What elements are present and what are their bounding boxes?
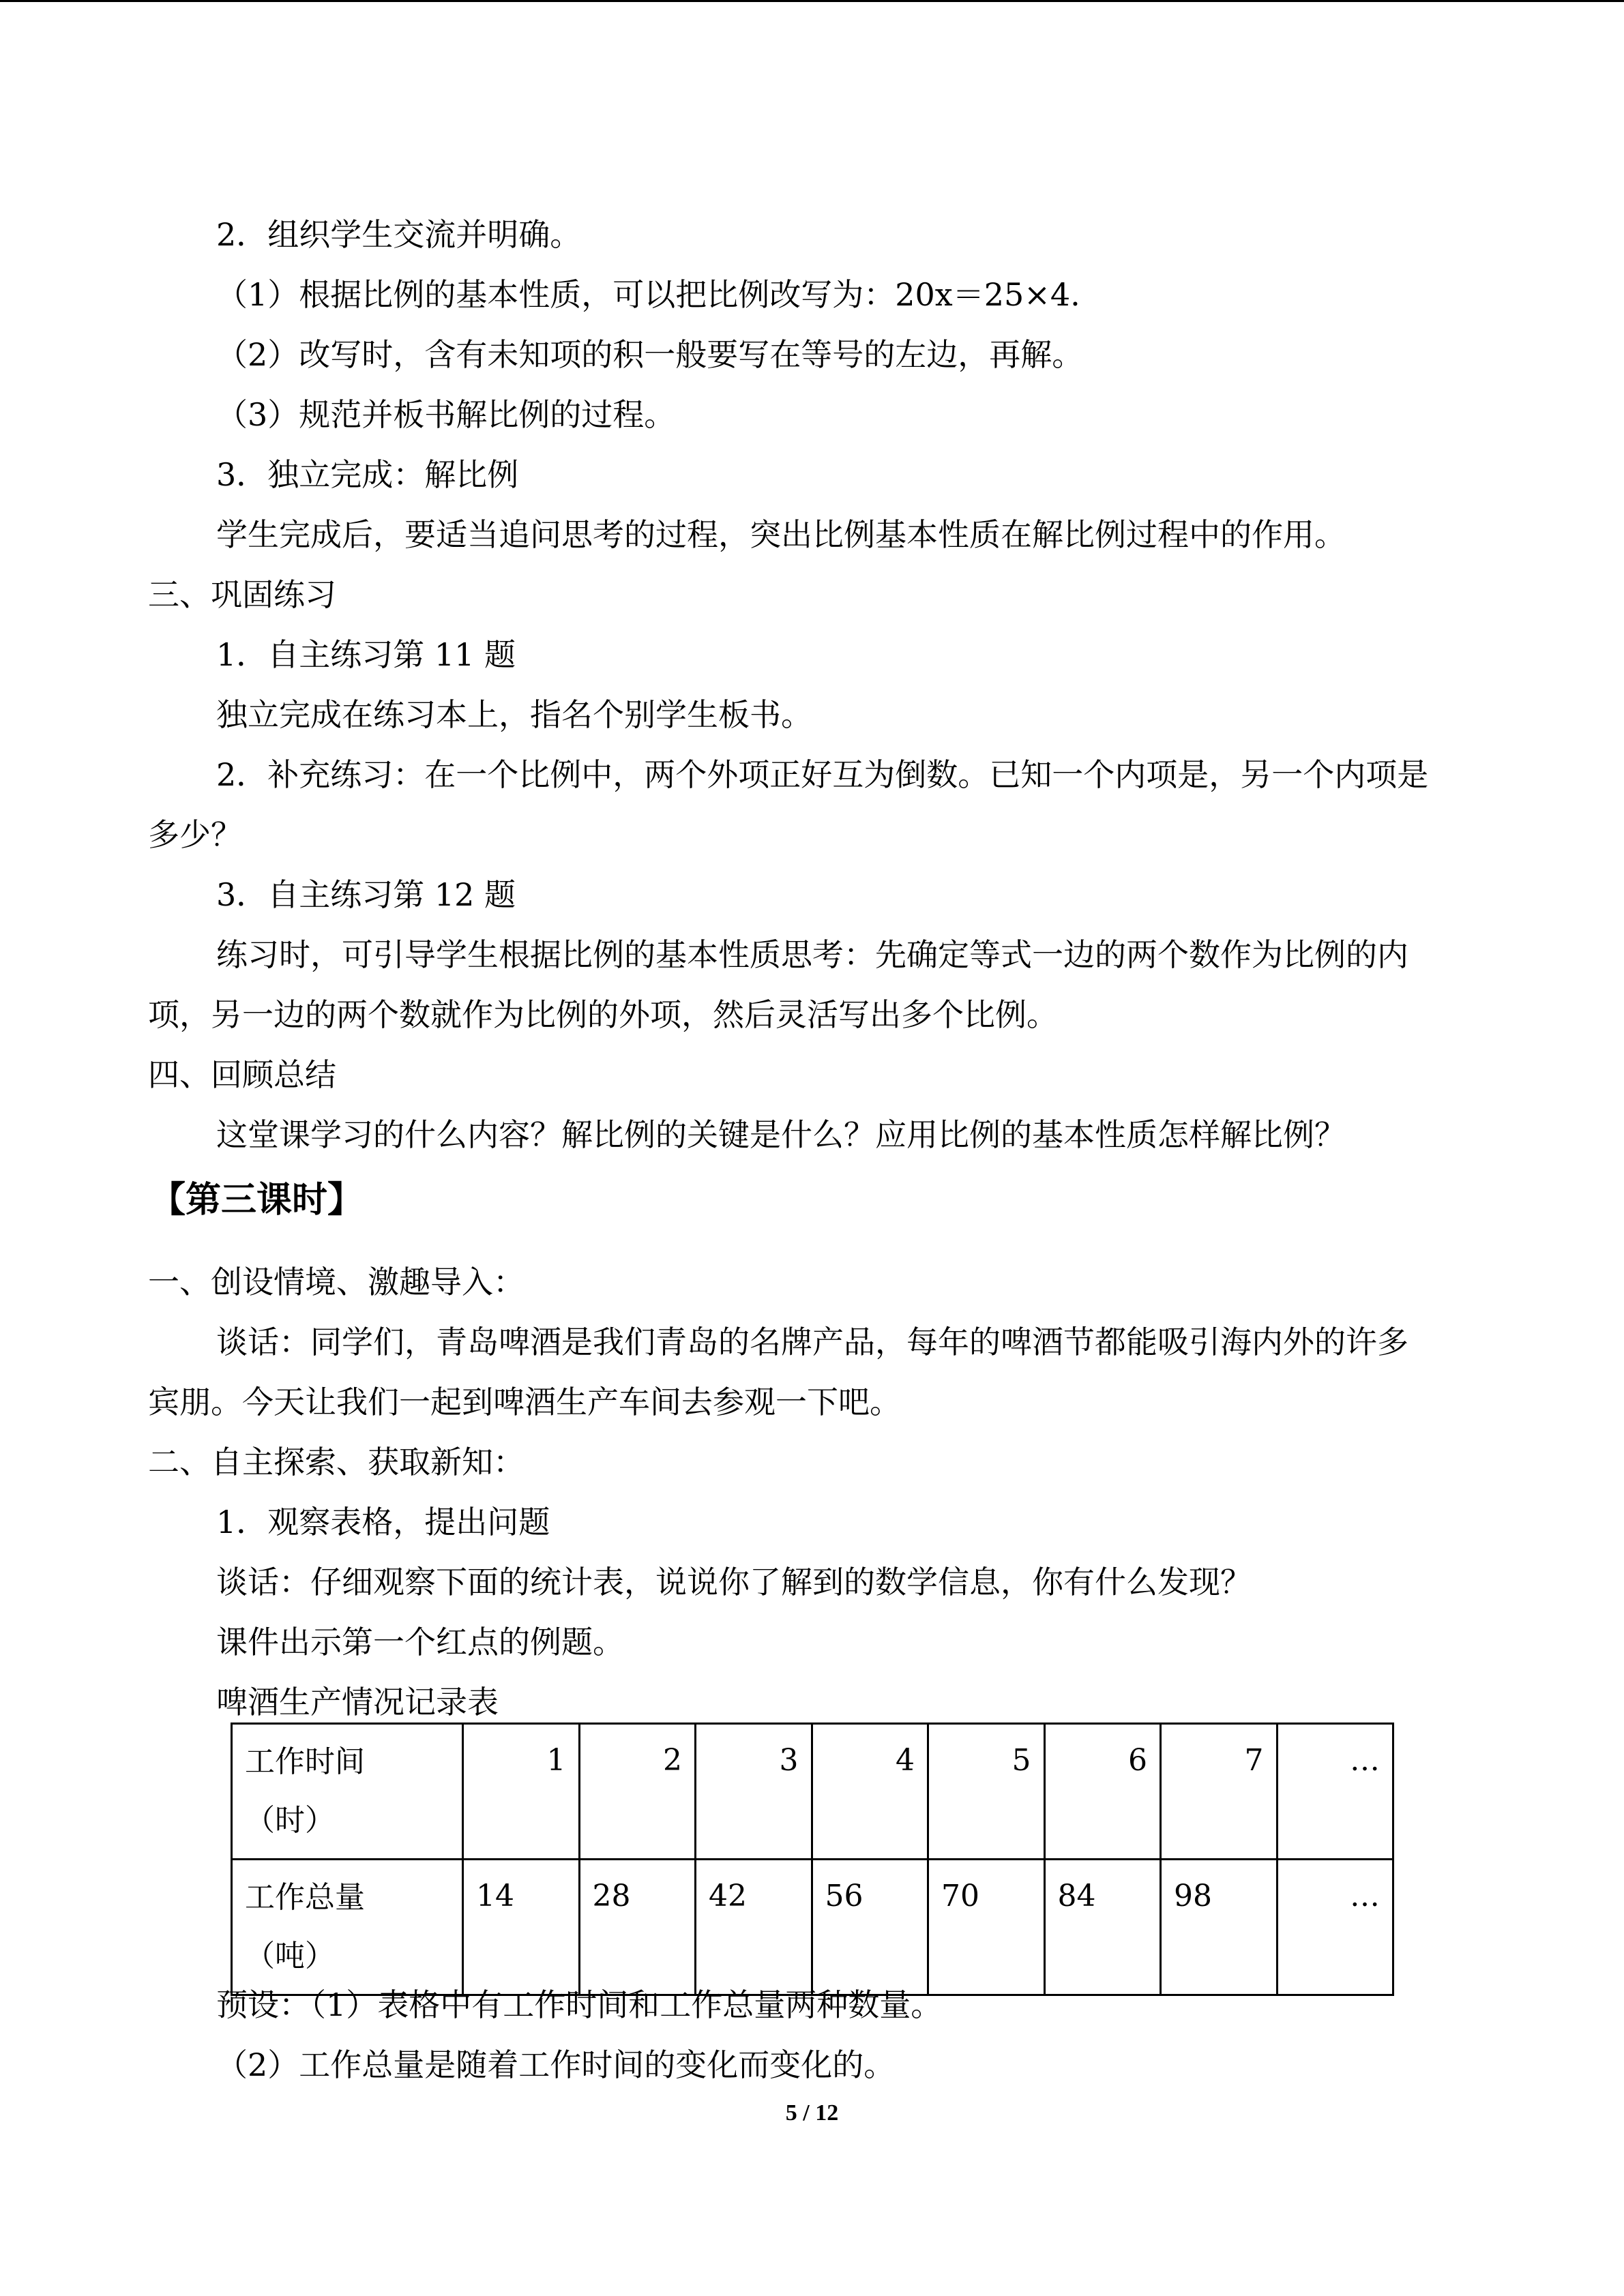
paragraph: 谈话：仔细观察下面的统计表，说说你了解到的数学信息，你有什么发现？	[216, 1564, 1252, 1600]
paragraph: 项，另一边的两个数就作为比例的外项，然后灵活写出多个比例。	[148, 996, 1058, 1033]
row-unit: （吨）	[245, 1939, 335, 1973]
paragraph: 2．补充练习：在一个比例中，两个外项正好互为倒数。已知一个内项是，另一个内项是	[216, 756, 1429, 793]
paragraph: 2．组织学生交流并明确。	[216, 216, 582, 253]
table-row	[232, 1724, 1393, 1860]
table-cell: 3	[696, 1724, 812, 1860]
table-cell: 84	[1044, 1860, 1161, 1995]
paragraph: 多少？	[148, 816, 242, 853]
row-unit: （时）	[245, 1803, 335, 1838]
beer-production-table	[231, 1723, 1394, 1996]
table-cell: …	[1277, 1860, 1393, 1995]
paragraph: （3）规范并板书解比例的过程。	[216, 396, 676, 433]
table-cell: 28	[579, 1860, 696, 1995]
row-header-amount	[232, 1860, 463, 1995]
paragraph: （2）工作总量是随着工作时间的变化而变化的。	[216, 2046, 896, 2083]
paragraph: 练习时，可引导学生根据比例的基本性质思考：先确定等式一边的两个数作为比例的内	[216, 936, 1408, 973]
paragraph: 课件出示第一个红点的例题。	[216, 1624, 624, 1660]
table-cell: 5	[928, 1724, 1045, 1860]
lesson-title: 【第三课时】	[150, 1179, 364, 1221]
paragraph: 3．自主练习第 12 题	[216, 876, 516, 913]
paragraph: 1．自主练习第 11 题	[216, 636, 516, 673]
row-label: 工作时间	[245, 1744, 365, 1779]
row-header-time	[232, 1724, 463, 1860]
row-label: 工作总量	[245, 1880, 365, 1915]
table-cell: 98	[1161, 1860, 1278, 1995]
table-row	[232, 1860, 1393, 1995]
paragraph: （1）根据比例的基本性质，可以把比例改写为：20x＝25×4.	[216, 276, 1080, 313]
paragraph: 预设：（1）表格中有工作时间和工作总量两种数量。	[216, 1986, 943, 2023]
paragraph: 这堂课学习的什么内容？解比例的关键是什么？应用比例的基本性质怎样解比例？	[216, 1116, 1346, 1153]
paragraph: （2）改写时，含有未知项的积一般要写在等号的左边，再解。	[216, 336, 1084, 373]
paragraph: 宾朋。今天让我们一起到啤酒生产车间去参观一下吧。	[148, 1384, 901, 1420]
paragraph: 1．观察表格，提出问题	[216, 1504, 550, 1540]
paragraph: 谈话：同学们，青岛啤酒是我们青岛的名牌产品，每年的啤酒节都能吸引海内外的许多	[216, 1324, 1408, 1360]
paragraph: 独立完成在练习本上，指名个别学生板书。	[216, 696, 812, 733]
section-heading: 四、回顾总结	[148, 1056, 336, 1093]
table-cell: 6	[1044, 1724, 1161, 1860]
table-cell: 56	[812, 1860, 928, 1995]
section-heading: 一、创设情境、激趣导入：	[148, 1264, 525, 1300]
paragraph: 学生完成后，要适当追问思考的过程，突出比例基本性质在解比例过程中的作用。	[216, 516, 1346, 553]
table-cell: …	[1277, 1724, 1393, 1860]
table-cell: 1	[463, 1724, 580, 1860]
table-caption: 啤酒生产情况记录表	[216, 1684, 499, 1720]
table-cell: 14	[463, 1860, 580, 1995]
table-cell: 2	[579, 1724, 696, 1860]
table-cell: 70	[928, 1860, 1045, 1995]
section-heading: 二、自主探索、获取新知：	[148, 1444, 525, 1480]
table-cell: 42	[696, 1860, 812, 1995]
paragraph: 3．独立完成：解比例	[216, 456, 519, 493]
top-rule	[0, 0, 1624, 2]
table-cell: 4	[812, 1724, 928, 1860]
page-number: 5 / 12	[785, 2100, 839, 2126]
section-heading: 三、巩固练习	[148, 576, 336, 613]
table-cell: 7	[1161, 1724, 1278, 1860]
